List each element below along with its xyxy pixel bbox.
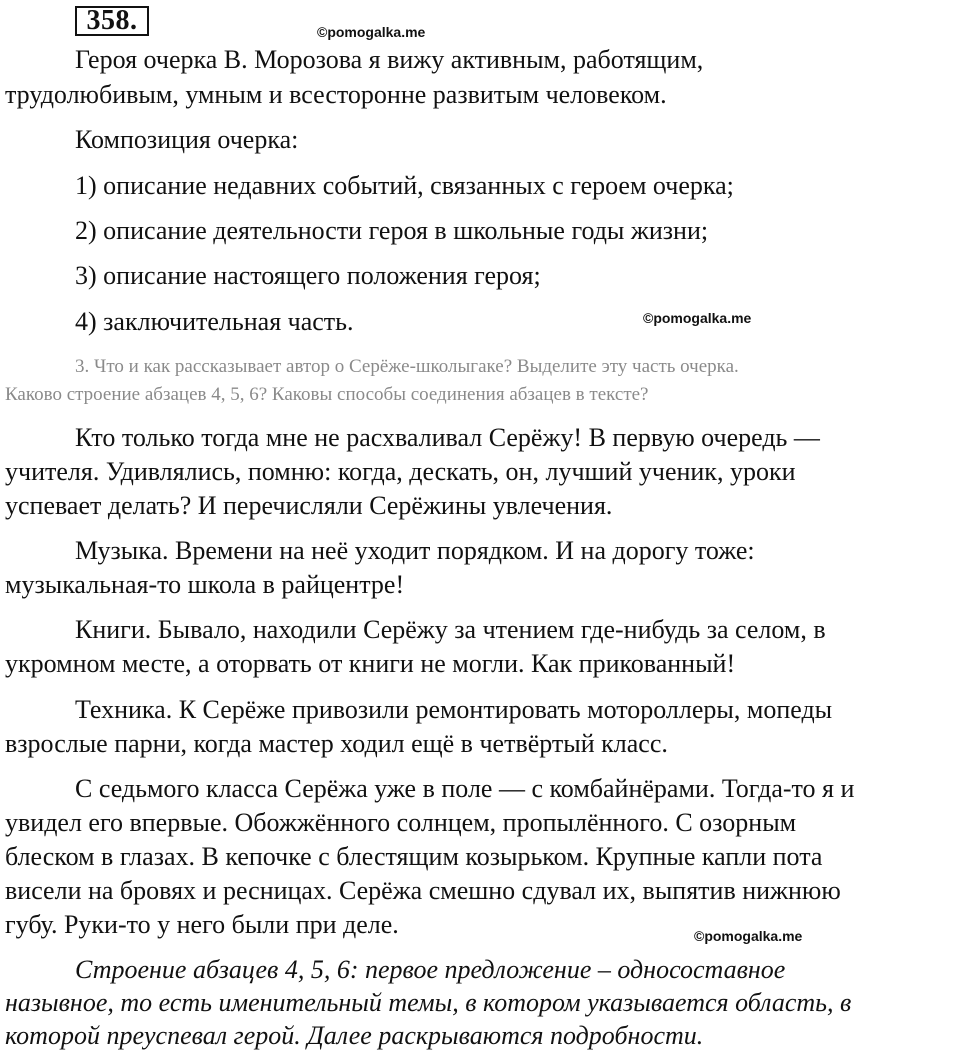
excerpt-line: увидел его впервые. Обожжённого солнцем, пропылённого. С озорным [5,808,797,837]
excerpt-line: взрослые парни, когда мастер ходил ещё в четвёртый класс. [5,729,668,758]
textbook-question-line: 3. Что и как рассказывает автор о Серёже-школыгаке? Выделите эту часть очерка. [75,356,739,377]
textbook-question-line: Каково строение абзацев 4, 5, 6? Каковы способы соединения абзацев в тексте? [5,384,649,405]
watermark: ©pomogalka.me [317,24,426,40]
watermark: ©pomogalka.me [694,928,803,944]
answer-conclusion-line: Строение абзацев 4, 5, 6: первое предложение – односоставное [75,955,786,984]
answer-conclusion-line: назывное, то есть именительный темы, в котором указывается область, в [5,988,852,1017]
excerpt-line: учителя. Удивлялись, помню: когда, дескать, он, лучший ученик, уроки [5,457,796,486]
watermark: ©pomogalka.me [643,310,752,326]
composition-item: 4) заключительная часть. [75,307,354,336]
excerpt-line: успевает делать? И перечисляли Серёжины увлечения. [5,491,613,520]
composition-item: 2) описание деятельности героя в школьные годы жизни; [75,216,709,245]
answer-conclusion-line: которой преуспевал герой. Далее раскрываются подробности. [5,1021,704,1050]
excerpt-line: укромном месте, а оторвать от книги не могли. Как прикованный! [5,649,736,678]
exercise-number-box: 358. [75,6,149,36]
excerpt-line: Техника. К Серёже привозили ремонтировать мотороллеры, мопеды [75,695,833,724]
excerpt-line: Музыка. Времени на неё уходит порядком. И на дорогу тоже: [75,536,755,565]
excerpt-line: блеском в глазах. В кепочке с блестящим козырьком. Крупные капли пота [5,842,823,871]
composition-title: Композиция очерка: [75,125,299,154]
answer-intro-line: трудолюбивым, умным и всесторонне развитым человеком. [5,80,667,109]
excerpt-line: С седьмого класса Серёжа уже в поле — с комбайнёрами. Тогда-то я и [75,774,855,803]
composition-item: 3) описание настоящего положения героя; [75,261,541,290]
excerpt-line: губу. Руки-то у него были при деле. [5,910,399,939]
excerpt-line: висели на бровях и ресницах. Серёжа смешно сдувал их, выпятив нижнюю [5,876,841,905]
answer-intro-line: Героя очерка В. Морозова я вижу активным, работящим, [75,45,704,74]
composition-item: 1) описание недавних событий, связанных с героем очерка; [75,171,734,200]
excerpt-line: Кто только тогда мне не расхваливал Серёжу! В первую очередь — [75,423,820,452]
excerpt-line: Книги. Бывало, находили Серёжу за чтением где-нибудь за селом, в [75,615,826,644]
excerpt-line: музыкальная-то школа в райцентре! [5,570,405,599]
